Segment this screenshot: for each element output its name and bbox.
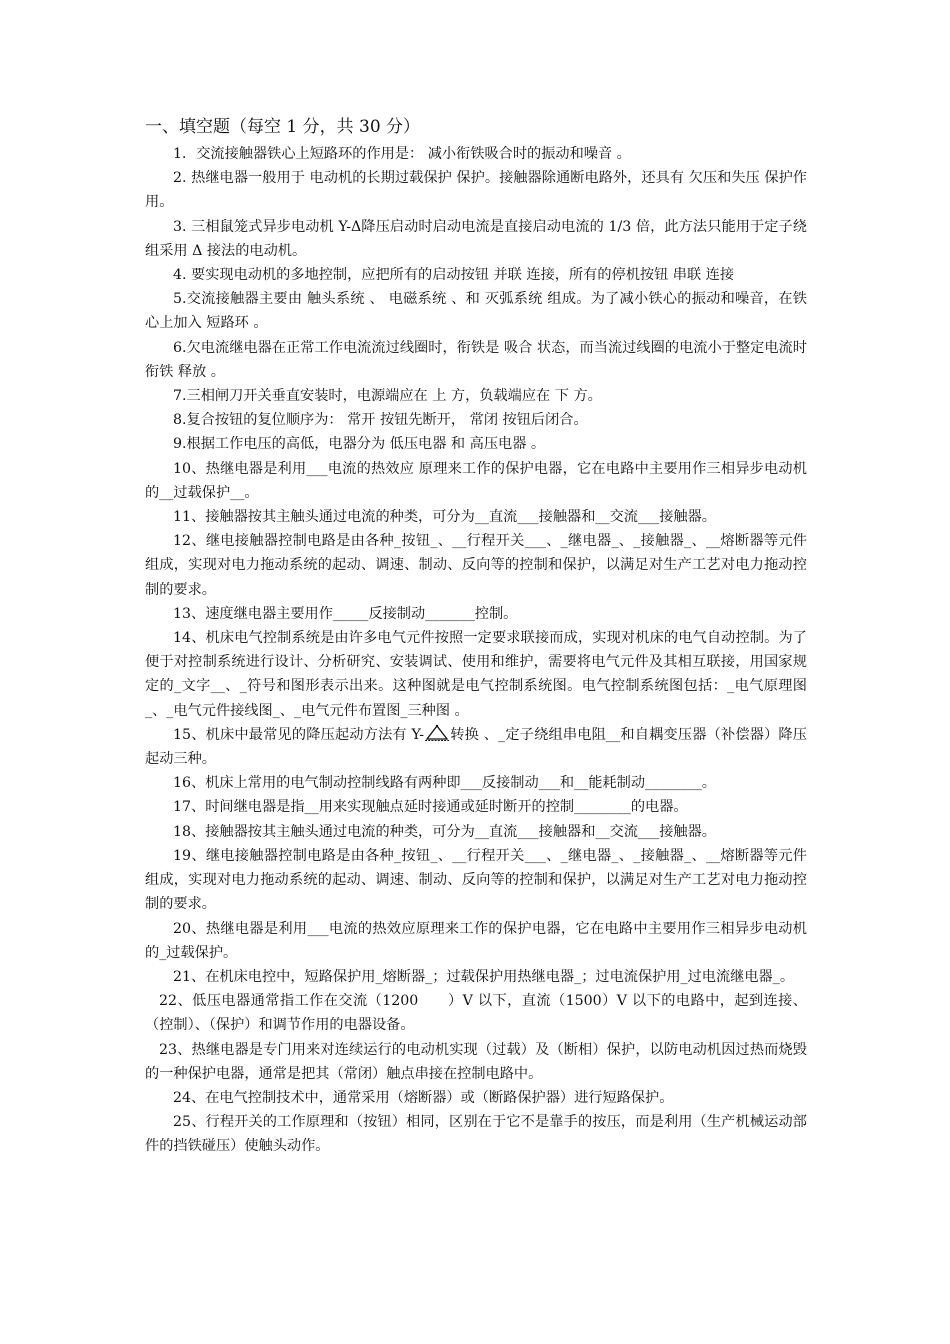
question-16: 16、机床上常用的电气制动控制线路有两种即___反接制动___和__能耗制动________。 <box>173 775 716 792</box>
section-title: 一、填空题（每空 1 分，共 30 分） <box>145 117 421 137</box>
question-12: 12、继电接触器控制电路是由各种_按钮_、__行程开关___、_继电器_、_接触器_、__熔断器等元件组成，实现对电力拖动系统的起动、调速、制动、反向等的控制和保护，以满足对生产工艺对电力拖动控制的要求。 <box>145 533 807 598</box>
question-2: 2. 热继电器一般用于 电动机的长期过载保护 保护。接触器除通断电路外，还具有 欠压和失压 保护作用。 <box>145 170 807 211</box>
question-22: 22、低压电器通常指工作在交流（1200 ）V 以下，直流（1500）V 以下的电路中，起到连接、（控制）、（保护）和调节作用的电器设备。 <box>145 993 807 1034</box>
question-15 <box>145 723 807 771</box>
question-3: 3. 三相鼠笼式异步电动机 Y-Δ降压启动时启动电流是直接启动电流的 1/3 倍，此方法只能用于定子绕组采用 Δ 接法的电动机。 <box>145 218 807 259</box>
question-7: 7.三相闸刀开关垂直安装时，电源端应在 上 方，负载端应在 下 方。 <box>173 388 602 405</box>
question-17: 17、时间继电器是指__用来实现触点延时接通或延时断开的控制________的电器。 <box>173 799 688 816</box>
question-14: 14、机床电气控制系统是由许多电气元件按照一定要求联接而成，实现对机床的电气自动控制。为了便于对控制系统进行设计、分析研究、安装调试、使用和维护，需要将电气元件及其相互联接，用国家规定的_文字__、_符号和图形表示出来。这种图就是电气控制系统图。电气控制系统图包括：_电气原理图_、_电气元件接线图_、_电气元件布置图_三种图 。 <box>145 630 807 719</box>
question-19: 19、继电接触器控制电路是由各种_按钮_、__行程开关___、_继电器_、_接触器_、__熔断器等元件组成，实现对电力拖动系统的起动、调速、制动、反向等的控制和保护，以满足对生产工艺对电力拖动控制的要求。 <box>145 847 807 913</box>
question-4: 4. 要实现电动机的多地控制，应把所有的启动按钮 并联 连接，所有的停机按钮 串联 连接 <box>173 267 735 284</box>
question-list <box>145 142 807 1159</box>
question-18: 18、接触器按其主触头通过电流的种类，可分为__直流___接触器和__交流___接触器。 <box>173 823 716 840</box>
question-1: 1．交流接触器铁心上短路环的作用是： 减小衔铁吸合时的振动和噪音 。 <box>173 146 631 162</box>
question-6: 6.欠电流继电器在正常工作电流流过线圈时，衔铁是 吸合 状态，而当流过线圈的电流小于整定电流时衔铁 释放 。 <box>145 339 807 380</box>
question-5: 5.交流接触器主要由 触头系统 、 电磁系统 、和 灭弧系统 组成。为了减小铁心的振动和噪音，在铁心上加入 短路环 。 <box>145 291 807 332</box>
question-9: 9.根据工作电压的高低，电器分为 低压电器 和 高压电器 。 <box>173 436 546 453</box>
question-23: 23、热继电器是专门用来对连续运行的电动机实现（过载）及（断相）保护，以防电动机因过热而烧毁的一种保护电器，通常是把其（常闭）触点串接在控制电路中。 <box>145 1041 807 1082</box>
question-8: 8.复合按钮的复位顺序为： 常开 按钮先断开， 常闭 按钮后闭合。 <box>173 412 588 429</box>
question-15-suffix: 转换 、_定子绕组串电阻__和自耦变压器（补偿器）降压起动三种。 <box>145 726 807 768</box>
question-13: 13、速度继电器主要用作_____反接制动_______控制。 <box>173 605 518 622</box>
question-24: 24、在电气控制技术中，通常采用（熔断器）或（断路保护器）进行短路保护。 <box>173 1089 674 1106</box>
question-15-prefix: 15、机床中最常见的降压起动方法有 Y- <box>173 726 425 743</box>
question-21: 21、在机床电控中，短路保护用_熔断器_；过载保护用热继电器_；过电流保护用_过电流继电器_。 <box>173 968 795 985</box>
question-11: 11、接触器按其主触头通过电流的种类，可分为__直流___接触器和__交流___接触器。 <box>173 509 716 526</box>
question-25: 25、行程开关的工作原理和（按钮）相同，区别在于它不是靠手的按压，而是利用（生产机械运动部件的挡铁碰压）使触头动作。 <box>145 1114 807 1155</box>
question-10: 10、热继电器是利用___电流的热效应 原理来工作的保护电器，它在电路中主要用作三相异步电动机的__过载保护__。 <box>145 460 807 501</box>
question-20: 20、热继电器是利用___电流的热效应原理来工作的保护电器，它在电路中主要用作三相异步电动机的_过载保护。 <box>145 920 807 961</box>
delta-connection-icon <box>424 724 450 742</box>
